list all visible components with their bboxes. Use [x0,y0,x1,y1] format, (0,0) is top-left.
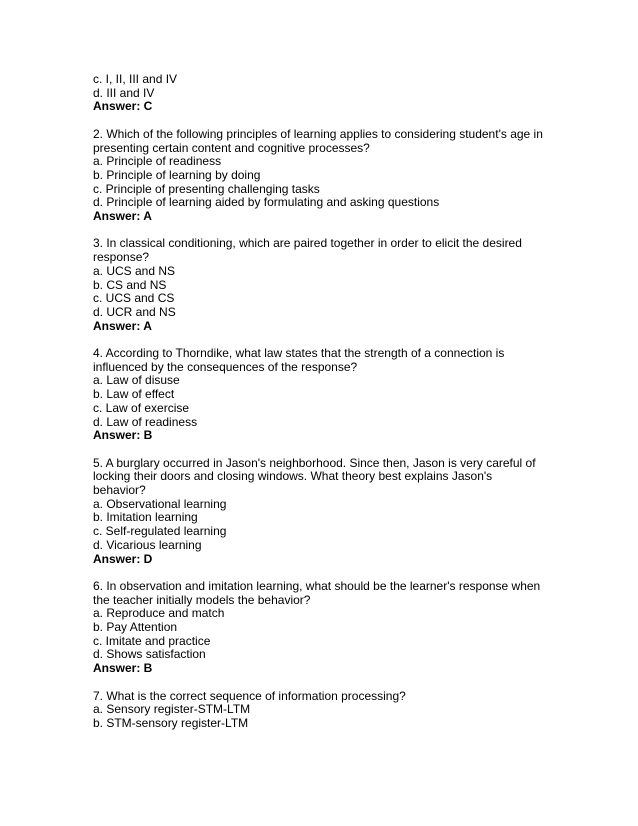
option-line: d. III and IV [93,85,155,100]
option-line: a. Law of disuse [93,373,180,388]
question-2 [93,128,613,224]
question-stem-line: 3. In classical conditioning, which are paired together in order to elicit the desired [93,236,522,251]
option-line: a. UCS and NS [93,263,176,278]
question-stem-line: 4. According to Thorndike, what law states that the strength of a connection is [93,346,505,361]
question-stem-line: influenced by the consequences of the response? [93,359,358,374]
option-line: d. Shows satisfaction [93,647,206,662]
option-line: b. CS and NS [93,277,167,292]
option-line: b. Principle of learning by doing [93,167,261,182]
question-3 [93,237,613,333]
answer-line: Answer: A [93,209,152,224]
question-stem-line: 6. In observation and imitation learning, what should be the learner's response when [93,578,541,593]
lead-block [93,73,613,114]
spacer [93,676,613,690]
option-line: a. Principle of readiness [93,154,222,169]
option-line: a. Observational learning [93,496,227,511]
spacer [93,443,613,457]
document-page [93,73,613,731]
question-stem-line: behavior? [93,483,146,498]
option-line: d. Law of readiness [93,414,198,429]
spacer [93,566,613,580]
answer-line: Answer: A [93,318,152,333]
option-line: d. Principle of learning aided by formulating and asking questions [93,195,440,210]
answer-line: Answer: D [93,551,153,566]
question-6 [93,580,613,676]
option-line: b. STM-sensory register-LTM [93,715,249,730]
option-line: d. UCR and NS [93,304,176,319]
option-line: c. Law of exercise [93,400,190,415]
option-line: c. Imitate and practice [93,633,211,648]
spacer [93,333,613,347]
option-line: c. UCS and CS [93,291,175,306]
question-stem-line: locking their doors and closing windows. What theory best explains Jason's [93,469,493,484]
question-4 [93,347,613,443]
option-line: c. Self-regulated learning [93,524,227,539]
option-line: c. Principle of presenting challenging tasks [93,181,320,196]
question-stem-line: response? [93,250,150,265]
spacer [93,114,613,128]
question-5 [93,457,613,567]
option-line: d. Vicarious learning [93,537,202,552]
question-stem-line: 2. Which of the following principles of learning applies to considering student's age in [93,126,543,141]
option-line: b. Pay Attention [93,620,178,635]
question-stem-line: 7. What is the correct sequence of information processing? [93,688,406,703]
option-line: a. Reproduce and match [93,606,225,621]
question-stem-line: the teacher initially models the behavior? [93,592,311,607]
answer-line: Answer: C [93,99,153,114]
answer-line: Answer: B [93,661,153,676]
question-stem-line: presenting certain content and cognitive processes? [93,140,370,155]
spacer [93,224,613,238]
question-stem-line: 5. A burglary occurred in Jason's neighborhood. Since then, Jason is very careful of [93,455,536,470]
answer-line: Answer: B [93,428,153,443]
option-line: b. Law of effect [93,387,175,402]
option-line: b. Imitation learning [93,510,198,525]
option-line: a. Sensory register-STM-LTM [93,702,251,717]
question-7 [93,690,613,731]
option-line: c. I, II, III and IV [93,72,178,86]
